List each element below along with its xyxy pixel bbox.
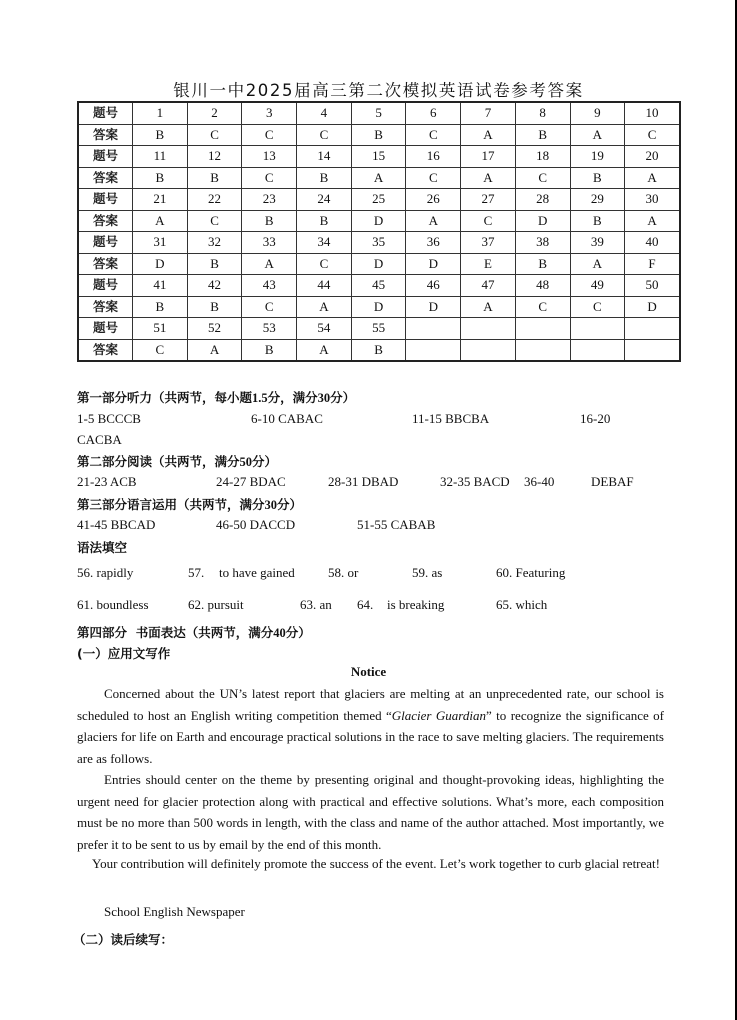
part4-sub1: (一）应用文写作: [77, 646, 171, 661]
question-number-cell: 29: [570, 189, 625, 211]
answer-row: [78, 339, 680, 361]
answer-row: [78, 210, 680, 232]
answer-cell: B: [515, 253, 570, 275]
answer-cell: C: [297, 124, 352, 146]
question-number-cell: [461, 318, 516, 340]
question-number-cell: 40: [625, 232, 680, 254]
grammar-64-num: 64.: [357, 597, 374, 612]
question-number-cell: 14: [297, 146, 352, 168]
grammar-65: 65. which: [496, 597, 548, 612]
question-number-cell: 41: [133, 275, 188, 297]
answer-cell: B: [570, 167, 625, 189]
answer-cell: [515, 339, 570, 361]
answer-row: [78, 296, 680, 318]
answer-cell: A: [625, 167, 680, 189]
question-number-cell: 53: [242, 318, 297, 340]
answer-cell: D: [351, 210, 406, 232]
question-number-cell: 48: [515, 275, 570, 297]
answer-cell: D: [406, 296, 461, 318]
grammar-64-answer: is breaking: [387, 597, 445, 612]
answer-row: [78, 124, 680, 146]
notice-signature: School English Newspaper: [104, 904, 245, 919]
notice-paragraph-2: Entries should center on the theme by presenting original and thought-provoking ideas, highlighting the urgent need for glacier protection along with practical and effective solutions. What’s more, each composition must be no more than 500 words in length, with the class and name of the author attached. Most importantly, we prefer it to be sent to us by email by the end of this month.: [77, 772, 664, 852]
answer-cell: C: [187, 124, 242, 146]
answer-cell: C: [406, 167, 461, 189]
answer-cell: [461, 339, 516, 361]
question-number-cell: 37: [461, 232, 516, 254]
part2-group-5-answers: DEBAF: [591, 474, 634, 489]
question-number-row: [78, 102, 680, 124]
question-number-cell: 13: [242, 146, 297, 168]
question-number-cell: 3: [242, 102, 297, 124]
question-number-cell: 9: [570, 102, 625, 124]
question-number-cell: 38: [515, 232, 570, 254]
answer-cell: C: [570, 296, 625, 318]
question-number-row: [78, 189, 680, 211]
answer-label-cell: 答案: [78, 253, 133, 275]
answer-cell: B: [242, 210, 297, 232]
answer-cell: D: [351, 296, 406, 318]
question-number-row: [78, 146, 680, 168]
answer-cell: B: [242, 339, 297, 361]
answer-cell: C: [515, 296, 570, 318]
part2-group-2: 24-27 BDAC: [216, 474, 286, 489]
part4-heading: 第四部分 书面表达（共两节，满分40分）: [77, 625, 311, 640]
question-number-cell: 33: [242, 232, 297, 254]
answer-cell: C: [133, 339, 188, 361]
grammar-61: 61. boundless: [77, 597, 149, 612]
answer-cell: B: [297, 210, 352, 232]
question-label-cell: 题号: [78, 189, 133, 211]
question-number-cell: 36: [406, 232, 461, 254]
answer-cell: D: [133, 253, 188, 275]
answer-cell: [625, 339, 680, 361]
question-number-cell: 43: [242, 275, 297, 297]
answer-cell: B: [187, 167, 242, 189]
answer-cell: B: [133, 296, 188, 318]
question-number-cell: [515, 318, 570, 340]
question-number-cell: 27: [461, 189, 516, 211]
question-number-cell: 51: [133, 318, 188, 340]
grammar-57-num: 57.: [188, 565, 205, 580]
question-number-cell: 7: [461, 102, 516, 124]
question-number-row: [78, 275, 680, 297]
notice-title: Notice: [350, 664, 387, 679]
answer-cell: [406, 339, 461, 361]
answer-cell: A: [406, 210, 461, 232]
answer-cell: E: [461, 253, 516, 275]
answer-cell: C: [406, 124, 461, 146]
answer-cell: A: [461, 124, 516, 146]
question-number-cell: 11: [133, 146, 188, 168]
part2-group-5: 36-40: [524, 474, 555, 489]
question-number-cell: 1: [133, 102, 188, 124]
answer-cell: C: [297, 253, 352, 275]
answer-cell: B: [133, 124, 188, 146]
answer-cell: A: [461, 167, 516, 189]
answer-cell: B: [351, 339, 406, 361]
question-number-cell: 55: [351, 318, 406, 340]
answer-cell: D: [351, 253, 406, 275]
question-label-cell: 题号: [78, 275, 133, 297]
question-number-cell: 22: [187, 189, 242, 211]
answer-cell: A: [187, 339, 242, 361]
question-number-cell: 20: [625, 146, 680, 168]
answer-cell: B: [515, 124, 570, 146]
grammar-60: 60. Featuring: [496, 565, 566, 580]
grammar-heading: 语法填空: [77, 540, 128, 555]
part2-group-1: 21-23 ACB: [77, 474, 137, 489]
question-number-cell: 23: [242, 189, 297, 211]
question-number-cell: 30: [625, 189, 680, 211]
answer-cell: C: [187, 210, 242, 232]
question-number-cell: 16: [406, 146, 461, 168]
question-number-cell: 26: [406, 189, 461, 211]
question-number-cell: 2: [187, 102, 242, 124]
question-number-cell: 19: [570, 146, 625, 168]
question-number-cell: 46: [406, 275, 461, 297]
answer-label-cell: 答案: [78, 124, 133, 146]
question-number-cell: 39: [570, 232, 625, 254]
answer-cell: B: [187, 296, 242, 318]
grammar-62: 62. pursuit: [188, 597, 244, 612]
part1-group-3: 11-15 BBCBA: [412, 411, 490, 426]
question-number-cell: [625, 318, 680, 340]
question-number-cell: 8: [515, 102, 570, 124]
answer-cell: A: [297, 296, 352, 318]
question-number-cell: 15: [351, 146, 406, 168]
question-number-cell: 31: [133, 232, 188, 254]
answer-cell: C: [625, 124, 680, 146]
question-number-cell: [570, 318, 625, 340]
answer-label-cell: 答案: [78, 296, 133, 318]
answer-cell: C: [242, 296, 297, 318]
question-number-cell: 25: [351, 189, 406, 211]
answer-label-cell: 答案: [78, 339, 133, 361]
answer-cell: B: [297, 167, 352, 189]
part4-sub2: （二）读后续写：: [73, 932, 174, 947]
answer-key-table: [77, 101, 681, 362]
question-number-cell: 44: [297, 275, 352, 297]
grammar-58: 58. or: [328, 565, 359, 580]
question-label-cell: 题号: [78, 146, 133, 168]
question-number-cell: 6: [406, 102, 461, 124]
part1-group-4-wrap: CACBA: [77, 432, 122, 447]
answer-cell: A: [461, 296, 516, 318]
part2-group-4: 32-35 BACD: [440, 474, 510, 489]
answer-cell: A: [570, 253, 625, 275]
question-number-cell: 49: [570, 275, 625, 297]
answer-cell: A: [242, 253, 297, 275]
question-label-cell: 题号: [78, 102, 133, 124]
page-title: 银川一中2025届高三第二次模拟英语试卷参考答案: [173, 81, 584, 100]
question-number-cell: 18: [515, 146, 570, 168]
part1-group-1: 1-5 BCCCB: [77, 411, 141, 426]
answer-cell: C: [461, 210, 516, 232]
question-number-cell: 17: [461, 146, 516, 168]
answer-cell: F: [625, 253, 680, 275]
answer-label-cell: 答案: [78, 210, 133, 232]
question-number-cell: 52: [187, 318, 242, 340]
part1-group-2: 6-10 CABAC: [251, 411, 323, 426]
part3-heading: 第三部分语言运用（共两节，满分30分）: [77, 497, 303, 512]
part1-heading: 第一部分听力（共两节，每小题1.5分，满分30分）: [77, 390, 356, 405]
answer-row: [78, 253, 680, 275]
part3-group-3: 51-55 CABAB: [357, 517, 436, 532]
question-number-cell: 32: [187, 232, 242, 254]
question-number-cell: 10: [625, 102, 680, 124]
answer-cell: D: [625, 296, 680, 318]
grammar-57-answer: to have gained: [219, 565, 295, 580]
question-number-row: [78, 232, 680, 254]
answer-label-cell: 答案: [78, 167, 133, 189]
question-number-cell: 54: [297, 318, 352, 340]
question-number-cell: 47: [461, 275, 516, 297]
question-label-cell: 题号: [78, 318, 133, 340]
answer-cell: C: [515, 167, 570, 189]
grammar-59: 59. as: [412, 565, 443, 580]
answer-cell: A: [625, 210, 680, 232]
answer-cell: D: [515, 210, 570, 232]
answer-cell: A: [133, 210, 188, 232]
part3-group-2: 46-50 DACCD: [216, 517, 296, 532]
answer-cell: B: [351, 124, 406, 146]
part2-group-3: 28-31 DBAD: [328, 474, 399, 489]
notice-paragraph-3: Your contribution will definitely promote the success of the event. Let’s work together to curb glacial retreat!: [92, 856, 660, 871]
question-number-cell: 28: [515, 189, 570, 211]
question-label-cell: 题号: [78, 232, 133, 254]
part3-group-1: 41-45 BBCAD: [77, 517, 156, 532]
question-number-cell: 4: [297, 102, 352, 124]
part2-heading: 第二部分阅读（共两节，满分50分）: [77, 454, 278, 469]
answer-row: [78, 167, 680, 189]
question-number-cell: 50: [625, 275, 680, 297]
answer-cell: B: [187, 253, 242, 275]
answer-cell: B: [133, 167, 188, 189]
answer-cell: A: [297, 339, 352, 361]
question-number-cell: 34: [297, 232, 352, 254]
question-number-row: [78, 318, 680, 340]
question-number-cell: 12: [187, 146, 242, 168]
answer-cell: C: [242, 167, 297, 189]
grammar-63: 63. an: [300, 597, 332, 612]
answer-cell: A: [570, 124, 625, 146]
answer-cell: A: [351, 167, 406, 189]
answer-cell: C: [242, 124, 297, 146]
answer-cell: B: [570, 210, 625, 232]
part1-group-4: 16-20: [580, 411, 611, 426]
answer-cell: D: [406, 253, 461, 275]
question-number-cell: 21: [133, 189, 188, 211]
question-number-cell: 45: [351, 275, 406, 297]
question-number-cell: 42: [187, 275, 242, 297]
question-number-cell: 5: [351, 102, 406, 124]
question-number-cell: [406, 318, 461, 340]
answer-cell: [570, 339, 625, 361]
question-number-cell: 24: [297, 189, 352, 211]
notice-paragraph-1: Concerned about the UN’s latest report that glaciers are melting at an unprecedented rate, our school is scheduled to host an English writing competition themed “Glacier Guardian” to recognize the significance of glaciers for life on Earth and encourage practical solutions in the race to save melting glaciers. The requirements are as follows.: [77, 686, 664, 766]
grammar-56: 56. rapidly: [77, 565, 134, 580]
question-number-cell: 35: [351, 232, 406, 254]
